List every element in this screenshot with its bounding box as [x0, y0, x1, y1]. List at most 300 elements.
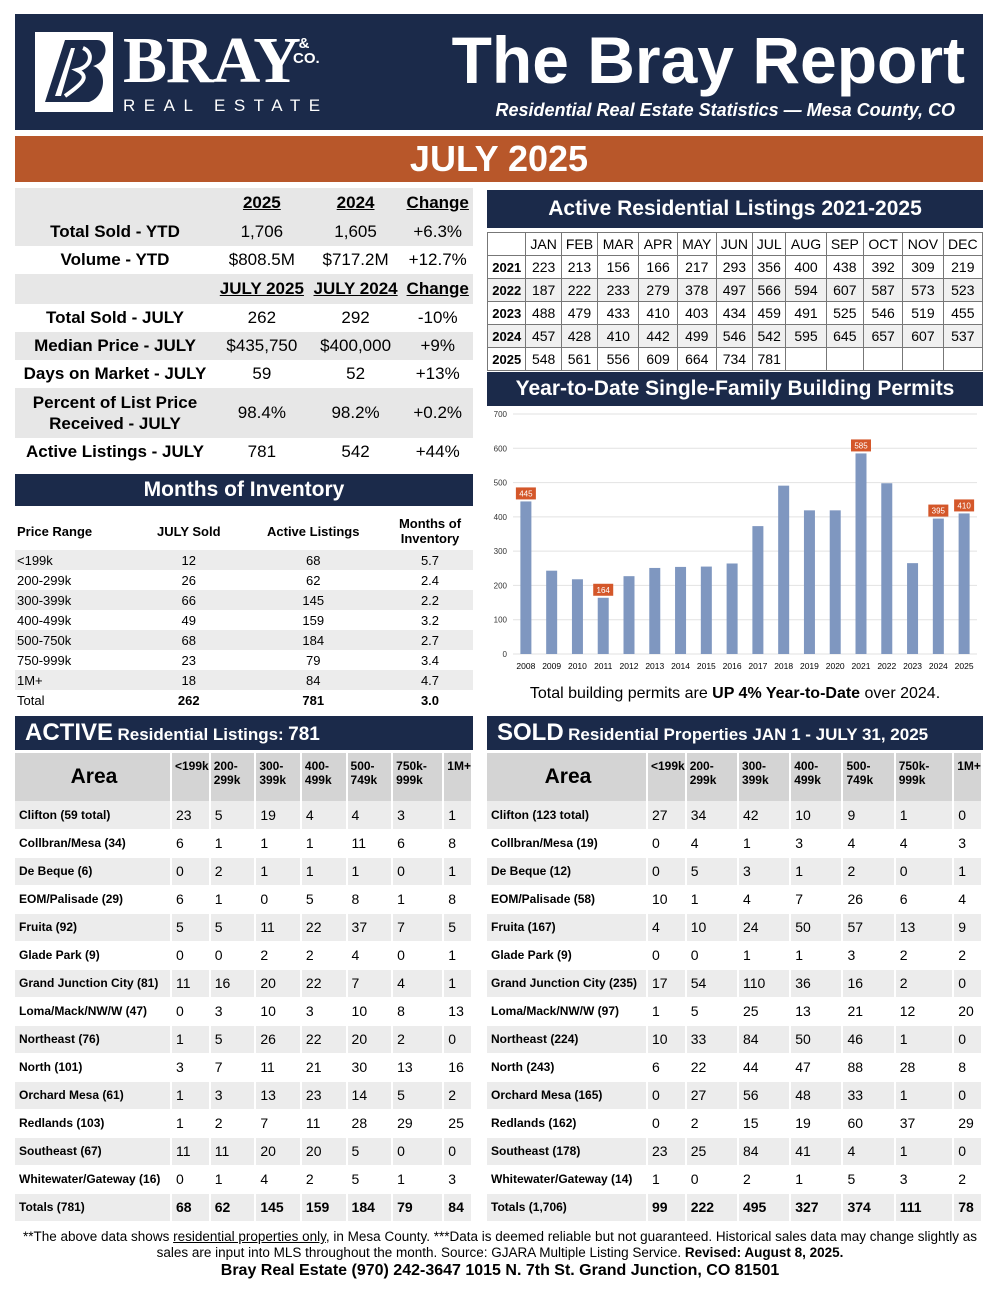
area-row	[487, 969, 982, 997]
al-cell: 442	[639, 325, 677, 348]
area-row	[15, 1081, 472, 1109]
summary-row	[15, 304, 473, 332]
area-cell: 111	[895, 1193, 954, 1221]
footer-note-1: **The above data shows	[22, 1229, 174, 1244]
area-row	[487, 1025, 982, 1053]
footer-address: Bray Real Estate (970) 242-3647 1015 N. 7th St. Grand Junction, CO 81501	[220, 1262, 780, 1279]
al-cell	[826, 348, 863, 371]
permit-bar	[572, 579, 583, 654]
area-cell: 42	[738, 801, 790, 829]
area-cell: 1	[301, 857, 347, 885]
area-cell: 78	[953, 1193, 982, 1221]
permit-bar	[752, 526, 763, 654]
area-cell: 5	[210, 801, 256, 829]
al-cell: 434	[716, 302, 752, 325]
footer-revised: Revised: August 8, 2025.	[684, 1245, 844, 1260]
al-cell: 279	[639, 279, 677, 302]
area-cell: 11	[171, 1137, 210, 1165]
active-listings-table	[487, 232, 983, 371]
area-cell: 46	[842, 1025, 894, 1053]
summary-label: Active Listings - JULY	[26, 442, 204, 461]
area-cell: 19	[790, 1109, 842, 1137]
summary-value: 59	[252, 364, 272, 383]
area-cell: 0	[171, 1165, 210, 1193]
area-cell: 5	[842, 1165, 894, 1193]
moi-cell: 4.7	[387, 670, 473, 690]
area-cell: 159	[301, 1193, 347, 1221]
active-area-title	[15, 716, 473, 750]
al-cell: 438	[826, 256, 863, 279]
y-tick-label: 600	[493, 444, 507, 454]
area-cell: 4	[842, 829, 894, 857]
area-cell: 23	[171, 801, 210, 829]
area-cell: 16	[842, 969, 894, 997]
al-cell: 459	[753, 302, 786, 325]
area-cell: 22	[301, 1025, 347, 1053]
area-cell: 1	[443, 857, 472, 885]
x-tick-label: 2021	[851, 661, 871, 671]
area-cell: 24	[738, 913, 790, 941]
moi-cell: 781	[302, 692, 325, 708]
area-cell: 8	[347, 885, 393, 913]
area-cell: 20	[255, 1137, 301, 1165]
area-header: <199k	[171, 753, 210, 801]
report-header	[15, 14, 983, 130]
area-cell: 50	[790, 913, 842, 941]
al-row	[488, 348, 983, 371]
area-cell: 36	[790, 969, 842, 997]
area-cell: 1	[647, 1165, 686, 1193]
al-row	[488, 325, 983, 348]
x-tick-label: 2023	[903, 661, 923, 671]
area-name: Loma/Mack/NW/W (97)	[487, 997, 647, 1025]
active-area-table	[15, 753, 473, 1222]
area-row	[487, 941, 982, 969]
summary-value: +13%	[415, 364, 460, 383]
area-name: Clifton (59 total)	[15, 801, 171, 829]
active-title-small: Residential Listings:	[117, 725, 284, 744]
area-cell: 37	[347, 913, 393, 941]
area-cell: 1	[171, 1081, 210, 1109]
area-cell: 1	[347, 857, 393, 885]
area-cell: 20	[953, 997, 982, 1025]
area-name: Whitewater/Gateway (16)	[15, 1165, 171, 1193]
summary-header-row	[15, 274, 473, 304]
al-cell: 523	[943, 279, 982, 302]
al-cell: 546	[716, 325, 752, 348]
area-cell: 56	[738, 1081, 790, 1109]
moi-cell: 3.4	[420, 652, 440, 668]
area-cell: 0	[686, 1165, 738, 1193]
area-cell: 2	[301, 1165, 347, 1193]
area-cell: 0	[443, 1137, 472, 1165]
area-cell: 4	[953, 885, 982, 913]
al-month-header: DEC	[943, 233, 982, 256]
al-cell: 734	[716, 348, 752, 371]
moi-cell: 2.2	[387, 590, 473, 610]
summary-row	[15, 360, 473, 388]
al-cell: 645	[826, 325, 863, 348]
area-cell: 10	[686, 913, 738, 941]
area-name: Redlands (162)	[487, 1109, 647, 1137]
summary-value: 1,706	[215, 218, 309, 246]
area-row	[15, 1165, 472, 1193]
area-cell: 22	[686, 1053, 738, 1081]
x-tick-label: 2018	[774, 661, 794, 671]
area-cell: 1	[392, 885, 443, 913]
area-cell: 4	[347, 801, 393, 829]
al-cell: 561	[561, 348, 597, 371]
area-cell: 0	[647, 1081, 686, 1109]
area-cell: 2	[301, 941, 347, 969]
area-cell: 1	[210, 829, 256, 857]
area-cell: 84	[738, 1025, 790, 1053]
summary-header-row	[15, 188, 473, 218]
permit-bar	[907, 563, 918, 654]
moi-cell: 68	[239, 550, 387, 570]
al-cell: 309	[903, 256, 943, 279]
area-cell: 7	[210, 1053, 256, 1081]
area-cell: 13	[790, 997, 842, 1025]
area-cell: 3	[895, 1165, 954, 1193]
area-cell: 495	[738, 1193, 790, 1221]
al-row	[488, 302, 983, 325]
area-cell: 2	[392, 1025, 443, 1053]
area-name: Glade Park (9)	[15, 941, 171, 969]
logo-wordmark: BRAY	[123, 24, 300, 97]
area-header: 200-299k	[210, 753, 256, 801]
x-tick-label: 2017	[748, 661, 768, 671]
summary-value: 98.4%	[215, 388, 309, 438]
area-row	[15, 1137, 472, 1165]
summary-header-blank	[15, 188, 215, 218]
area-name: Orchard Mesa (165)	[487, 1081, 647, 1109]
area-cell: 2	[443, 1081, 472, 1109]
area-cell: 110	[738, 969, 790, 997]
x-tick-label: 2015	[696, 661, 716, 671]
area-name: EOM/Palisade (58)	[487, 885, 647, 913]
moi-row	[15, 610, 473, 630]
moi-header: Price Range	[17, 523, 93, 539]
x-tick-label: 2025	[954, 661, 974, 671]
area-cell: 25	[443, 1109, 472, 1137]
area-header: 1M+	[443, 753, 472, 801]
area-cell: 21	[842, 997, 894, 1025]
area-cell: 0	[647, 857, 686, 885]
area-row	[15, 801, 472, 829]
area-cell: 0	[647, 1109, 686, 1137]
area-cell: 10	[347, 997, 393, 1025]
area-cell: 5	[347, 1137, 393, 1165]
area-cell: 8	[953, 1053, 982, 1081]
area-cell: 3	[392, 801, 443, 829]
area-cell: 28	[347, 1109, 393, 1137]
al-cell: 219	[943, 256, 982, 279]
area-cell: 9	[953, 913, 982, 941]
area-name: De Beque (6)	[15, 857, 171, 885]
y-tick-label: 300	[493, 547, 507, 557]
moi-cell: 49	[181, 612, 196, 628]
area-cell: 29	[392, 1109, 443, 1137]
area-cell: 1	[171, 1109, 210, 1137]
area-cell: 10	[790, 801, 842, 829]
area-cell: 1	[210, 1165, 256, 1193]
summary-table	[15, 188, 473, 466]
moi-header: Active Listings	[267, 523, 360, 539]
permit-bar	[624, 576, 635, 654]
al-cell: 479	[561, 302, 597, 325]
al-year: 2024	[488, 325, 526, 348]
area-name: Orchard Mesa (61)	[15, 1081, 171, 1109]
al-month-header: OCT	[863, 233, 902, 256]
al-cell: 573	[903, 279, 943, 302]
area-cell: 5	[347, 1165, 393, 1193]
area-cell: 4	[392, 969, 443, 997]
area-cell: 68	[171, 1193, 210, 1221]
area-header: 500-749k	[347, 753, 393, 801]
summary-header-blank	[15, 274, 215, 304]
area-cell: 1	[738, 941, 790, 969]
area-cell: 0	[210, 941, 256, 969]
permits-chart	[487, 406, 983, 682]
area-cell: 11	[347, 829, 393, 857]
area-cell: 10	[255, 997, 301, 1025]
summary-label: Volume - YTD	[60, 250, 170, 269]
area-cell: 6	[171, 885, 210, 913]
area-cell: 0	[647, 941, 686, 969]
area-cell: 7	[255, 1109, 301, 1137]
area-row	[487, 1193, 982, 1221]
summary-value: -10%	[417, 308, 458, 327]
area-cell: 6	[171, 829, 210, 857]
al-cell: 457	[526, 325, 561, 348]
al-month-header: MAY	[677, 233, 716, 256]
permit-bar	[778, 486, 789, 654]
permit-bar	[701, 567, 712, 654]
y-tick-label: 200	[493, 581, 507, 591]
area-row	[487, 1081, 982, 1109]
al-year: 2022	[488, 279, 526, 302]
area-cell: 3	[301, 997, 347, 1025]
area-name: North (243)	[487, 1053, 647, 1081]
x-tick-label: 2019	[799, 661, 819, 671]
summary-header-cell: JULY 2024	[309, 274, 403, 304]
area-row	[487, 1053, 982, 1081]
area-cell: 1	[895, 801, 954, 829]
area-name: Whitewater/Gateway (14)	[487, 1165, 647, 1193]
x-tick-label: 2016	[722, 661, 742, 671]
footer-note-2: , in Mesa County. ***Data is deemed reliable but not guaranteed. Historical sales data may change slightly as sales are input into MLS throughout the month. Source: GJARA Multiple Listing Service.	[156, 1229, 978, 1260]
moi-row	[15, 690, 473, 710]
moi-cell: 750-999k	[17, 652, 72, 668]
x-tick-label: 2022	[877, 661, 897, 671]
al-cell: 595	[786, 325, 826, 348]
sold-title-big: SOLD	[497, 719, 564, 746]
area-cell: 8	[392, 997, 443, 1025]
report-subtitle: Residential Real Estate Statistics — Mesa County, CO	[495, 100, 955, 120]
permit-bar	[881, 483, 892, 654]
permit-bar	[727, 563, 738, 654]
area-cell: 222	[686, 1193, 738, 1221]
area-cell: 20	[255, 969, 301, 997]
area-cell: 1	[443, 969, 472, 997]
area-cell: 60	[842, 1109, 894, 1137]
al-cell: 657	[863, 325, 902, 348]
moi-cell: 300-399k	[15, 590, 138, 610]
moi-row	[15, 570, 473, 590]
y-tick-label: 0	[502, 650, 507, 659]
area-cell: 11	[255, 913, 301, 941]
summary-value: +12.7%	[408, 250, 467, 269]
area-name: Collbran/Mesa (34)	[15, 829, 171, 857]
area-cell: 2	[738, 1165, 790, 1193]
area-cell: 7	[392, 913, 443, 941]
summary-row	[15, 388, 473, 438]
area-cell: 327	[790, 1193, 842, 1221]
al-cell: 491	[786, 302, 826, 325]
area-cell: 1	[255, 829, 301, 857]
al-cell: 499	[677, 325, 716, 348]
moi-cell: 2.7	[387, 630, 473, 650]
area-cell: 4	[255, 1165, 301, 1193]
area-cell: 41	[790, 1137, 842, 1165]
area-row	[487, 1137, 982, 1165]
summary-value: 292	[341, 308, 370, 327]
area-header: Area	[487, 753, 647, 801]
al-cell: 548	[526, 348, 561, 371]
area-cell: 3	[171, 1053, 210, 1081]
area-cell: 1	[171, 1025, 210, 1053]
area-cell: 0	[443, 1025, 472, 1053]
permit-bar	[856, 453, 867, 654]
area-name: Fruita (167)	[487, 913, 647, 941]
area-name: Fruita (92)	[15, 913, 171, 941]
area-row	[15, 997, 472, 1025]
moi-cell: 400-499k	[17, 612, 72, 628]
al-month-header: JUL	[753, 233, 786, 256]
area-cell: 13	[255, 1081, 301, 1109]
area-name: Totals (1,706)	[487, 1193, 647, 1221]
area-header: 750k-999k	[392, 753, 443, 801]
area-cell: 79	[392, 1193, 443, 1221]
moi-row	[15, 650, 473, 670]
area-cell: 22	[301, 913, 347, 941]
area-cell: 4	[686, 829, 738, 857]
summary-value: +6.3%	[402, 218, 473, 246]
area-header: 500-749k	[842, 753, 894, 801]
x-tick-label: 2008	[516, 661, 536, 671]
al-cell: 293	[716, 256, 752, 279]
area-cell: 10	[647, 885, 686, 913]
area-row	[487, 801, 982, 829]
area-cell: 62	[210, 1193, 256, 1221]
al-month-header: MAR	[598, 233, 639, 256]
summary-header-cell: Change	[402, 274, 473, 304]
al-year: 2021	[488, 256, 526, 279]
area-cell: 5	[443, 913, 472, 941]
area-cell: 3	[738, 857, 790, 885]
x-tick-label: 2012	[619, 661, 639, 671]
area-cell: 57	[842, 913, 894, 941]
permit-bar	[830, 510, 841, 654]
area-cell: 0	[392, 941, 443, 969]
summary-value: +0.2%	[402, 388, 473, 438]
area-cell: 3	[443, 1165, 472, 1193]
area-cell: 23	[301, 1081, 347, 1109]
al-cell: 433	[598, 302, 639, 325]
area-cell: 4	[738, 885, 790, 913]
data-label: 410	[957, 501, 971, 511]
active-title-count: 781	[288, 724, 320, 745]
al-cell: 187	[526, 279, 561, 302]
area-name: Northeast (76)	[15, 1025, 171, 1053]
al-cell: 392	[863, 256, 902, 279]
summary-header-cell: JULY 2025	[215, 274, 309, 304]
al-cell	[863, 348, 902, 371]
area-cell: 2	[895, 941, 954, 969]
y-tick-label: 500	[493, 478, 507, 488]
area-cell: 15	[738, 1109, 790, 1137]
moi-cell: 200-299k	[17, 572, 72, 588]
moi-cell: 18	[138, 670, 239, 690]
area-cell: 84	[738, 1137, 790, 1165]
area-cell: 1	[895, 1081, 954, 1109]
area-cell: 0	[953, 1137, 982, 1165]
moi-title: Months of Inventory	[15, 474, 473, 506]
area-cell: 23	[647, 1137, 686, 1165]
x-tick-label: 2009	[542, 661, 562, 671]
area-cell: 1	[443, 801, 472, 829]
data-label: 395	[931, 506, 946, 516]
area-cell: 2	[210, 1109, 256, 1137]
sold-title-small: Residential Properties JAN 1 - JULY 31, 2025	[568, 725, 929, 744]
summary-value: $717.2M	[322, 250, 389, 269]
al-month-header: JAN	[526, 233, 561, 256]
area-name: Redlands (103)	[15, 1109, 171, 1137]
area-cell: 1	[301, 829, 347, 857]
data-label: 445	[519, 489, 533, 499]
area-cell: 0	[171, 997, 210, 1025]
area-cell: 19	[255, 801, 301, 829]
area-name: Collbran/Mesa (19)	[487, 829, 647, 857]
area-cell: 1	[392, 1165, 443, 1193]
moi-header: Months of Inventory	[398, 516, 462, 546]
area-cell: 12	[895, 997, 954, 1025]
area-cell: 0	[171, 857, 210, 885]
area-name: Glade Park (9)	[487, 941, 647, 969]
area-cell: 5	[171, 913, 210, 941]
area-header: 300-399k	[738, 753, 790, 801]
area-cell: 5	[686, 857, 738, 885]
area-cell: 8	[443, 885, 472, 913]
area-cell: 2	[210, 857, 256, 885]
moi-row	[15, 590, 473, 610]
area-cell: 0	[953, 801, 982, 829]
moi-cell: 62	[306, 572, 321, 588]
permit-bar	[675, 567, 686, 654]
al-cell: 356	[753, 256, 786, 279]
summary-label: Median Price - JULY	[15, 332, 215, 360]
area-cell: 7	[347, 969, 393, 997]
area-cell: 3	[210, 1081, 256, 1109]
al-cell: 556	[598, 348, 639, 371]
area-cell: 3	[210, 997, 256, 1025]
footer-note	[20, 1229, 980, 1261]
area-cell: 0	[171, 941, 210, 969]
al-cell: 403	[677, 302, 716, 325]
area-row	[15, 885, 472, 913]
al-cell: 217	[677, 256, 716, 279]
